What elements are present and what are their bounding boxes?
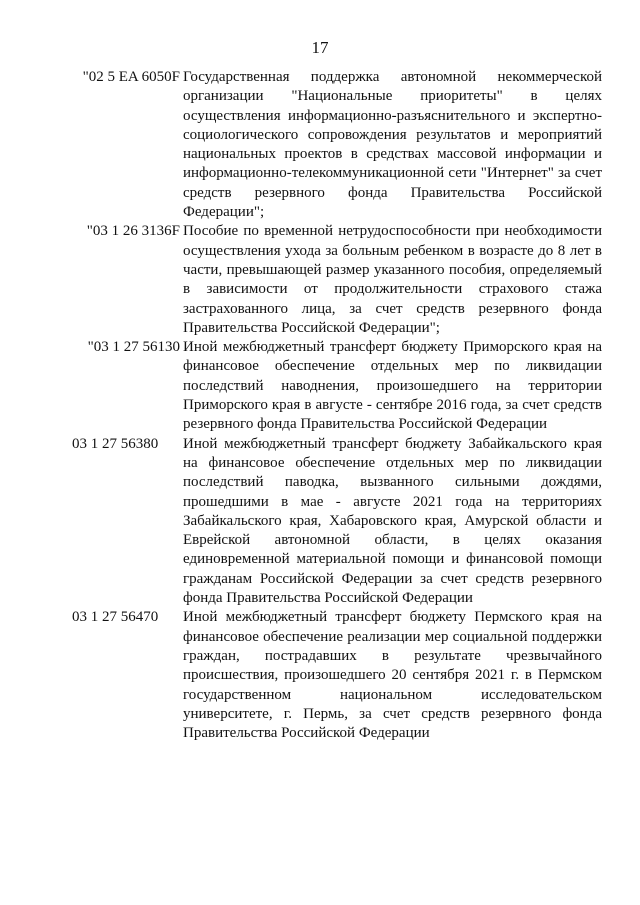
budget-code-description: Государственная поддержка автономной некоммерческой организации "Национальные приоритеты" в целях осуществления информационно-разъяснительного и экспертно-социологического сопровождения результатов и мероприятий национальных проектов в средствах массовой информации и информационно-телекоммуникационной сети "Интернет" за счет средств резервного фонда Правительства Российской Федерации"; xyxy=(183,69,602,221)
list-item xyxy=(62,222,602,338)
budget-code: "03 1 26 3136F xyxy=(86,223,180,240)
budget-code: "02 5 EA 6050F xyxy=(82,69,180,85)
page-number: 17 xyxy=(311,38,329,57)
list-item xyxy=(62,338,602,434)
budget-code-description: Иной межбюджетный трансферт бюджету Приморского края на финансовое обеспечение отдельных мер по ликвидации последствий наводнения, произошедшего на территории Приморского края в августе - сентябре 2016 года, за счет средств резервного фонда Правительства Российской Федерации xyxy=(183,339,602,433)
budget-code-description: Пособие по временной нетрудоспособности при необходимости осуществления ухода за больным ребенком в возрасте до 8 лет в части, превышающей размер указанного пособия, определяемый в зависимости от продолжительности страхового стажа застрахованного лица, за счет средств резервного фонда Правительства Российской Федерации"; xyxy=(183,223,602,336)
list-item xyxy=(62,435,602,609)
budget-code-list xyxy=(62,68,602,743)
budget-code: 03 1 27 56380 xyxy=(72,435,159,452)
budget-code-description: Иной межбюджетный трансферт бюджету Пермского края на финансовое обеспечение реализации мер социальной поддержки граждан, пострадавших в результате чрезвычайного происшествия, произошедшего 20 сентября 2021 г. в Пермском государственном национальном исследовательском университете, г. Пермь, за счет средств резервного фонда Правительства Российской Федерации xyxy=(183,609,602,742)
budget-code: "03 1 27 56130 xyxy=(87,339,180,356)
budget-code-description: Иной межбюджетный трансферт бюджету Забайкальского края на финансовое обеспечение отдельных мер по ликвидации последствий паводка, вызванного сильными дождями, прошедшими в мае - августе 2021 года на территориях Забайкальского края, Хабаровского края, Амурской области и Еврейской автономной области, в целях оказания единовременной материальной помощи и финансовой помощи гражданам Российской Федерации за счет средств резервного фонда Правительства Российской Федерации xyxy=(183,435,602,607)
list-item xyxy=(62,608,602,743)
budget-code: 03 1 27 56470 xyxy=(72,609,159,626)
list-item xyxy=(62,68,602,222)
